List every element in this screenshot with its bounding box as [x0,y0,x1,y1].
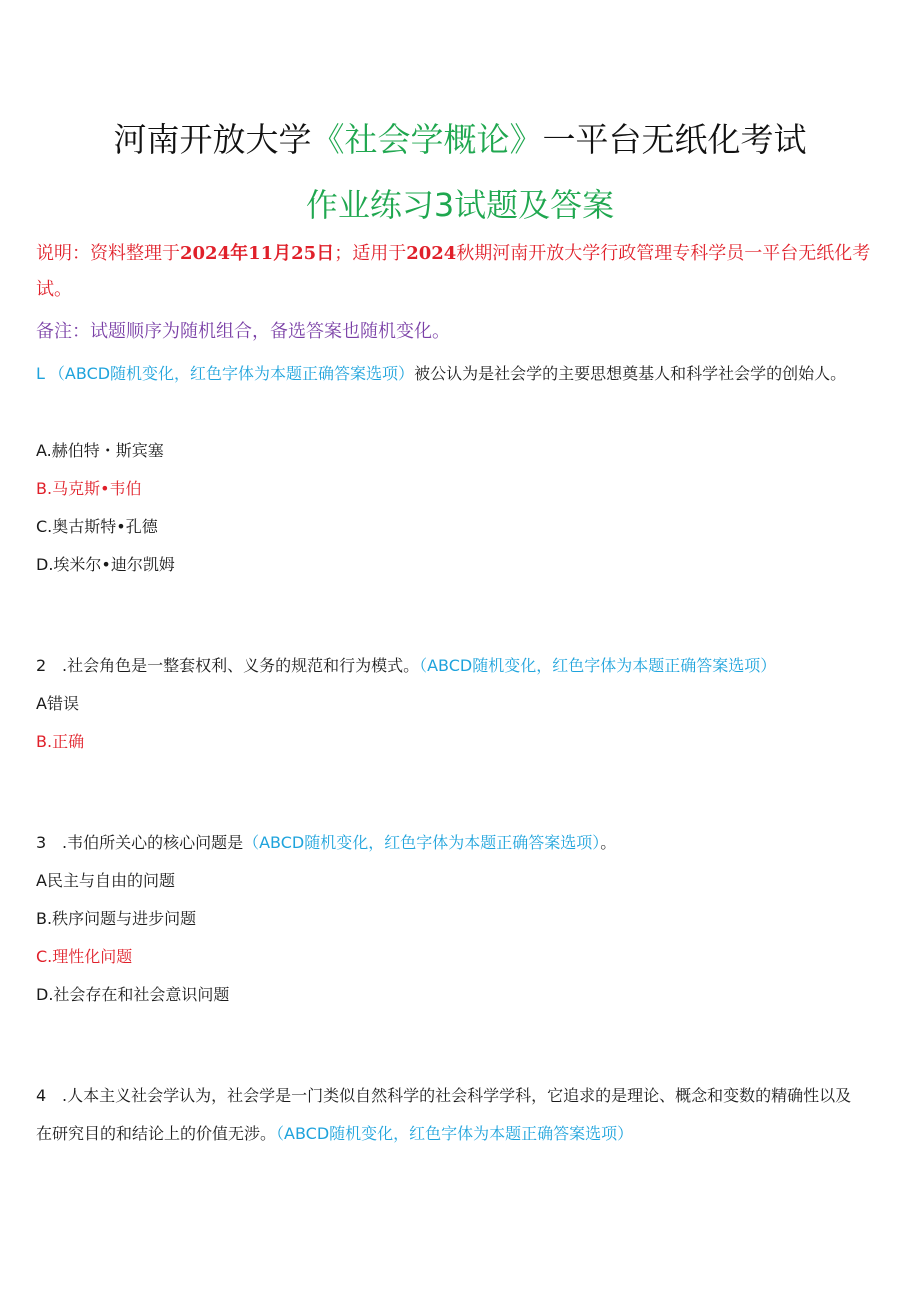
title-prefix: 河南开放大学 [113,120,312,159]
question-4-text: .人本主义社会学认为，社会学是一门类似自然科学的社会科学学科，它追求的是理论、概念和变数的精确性以及在研究目的和结论上的价值无涉。 [36,1086,852,1143]
question-3-stem [36,824,856,862]
question-2-number: 2 [36,656,47,675]
title-suffix: 一平台无纸化考试 [542,120,807,159]
question-4-stem [36,1077,856,1153]
question-1-text: 被公认为是社会学的主要思想奠基人和科学社会学的创始人。 [414,364,847,383]
notice-term: 2024 [406,243,457,264]
question-3-end: 。 [600,833,617,852]
question-1-option-d: D.埃米尔•迪尔凯姆 [36,555,175,574]
question-3-text: .韦伯所关心的核心问题是 [62,833,244,852]
document-title [0,118,920,162]
question-1-number: L [36,364,45,383]
notice-date: 2024年11月25日 [180,243,335,264]
question-1-option-c: C.奥古斯特•孔德 [36,517,158,536]
notice-paragraph [36,236,886,308]
notice-rest: 秋期河南开放大学行政管理专科学员一平台无纸化考试。 [36,243,871,300]
question-3-number: 3 [36,833,47,852]
question-2-option-a: A错误 [36,694,79,713]
question-2-text: .社会角色是一整套权利、义务的规范和行为模式。 [62,656,420,675]
question-1-option-a: A.赫伯特・斯宾塞 [36,441,164,460]
notice-label: 说明：资料整理于 [36,243,180,264]
document-subtitle: 作业练习3试题及答案 [305,186,615,224]
question-3-hint: （ABCD随机变化，红色字体为本题正确答案选项） [243,833,601,852]
question-4-number: 4 [36,1086,47,1105]
question-1-hint: （ABCD随机变化，红色字体为本题正确答案选项） [48,364,415,383]
question-1-stem [36,355,856,393]
question-2-stem [36,647,856,685]
question-2-option-b: B.正确 [36,732,85,751]
question-2-hint: （ABCD随机变化，红色字体为本题正确答案选项） [419,656,777,675]
question-4-hint: （ABCD随机变化，红色字体为本题正确答案选项） [276,1124,634,1143]
notice-mid: ；适用于 [334,243,407,264]
title-course: 《社会学概论》 [311,120,543,159]
remark-paragraph: 备注：试题顺序为随机组合，备选答案也随机变化。 [36,321,450,342]
question-3-option-a: A民主与自由的问题 [36,871,175,890]
question-3-option-c: C.理性化问题 [36,947,133,966]
question-3-option-d: D.社会存在和社会意识问题 [36,985,230,1004]
question-1-option-b: B.马克斯•韦伯 [36,479,142,498]
question-3-option-b: B.秩序问题与进步问题 [36,909,197,928]
